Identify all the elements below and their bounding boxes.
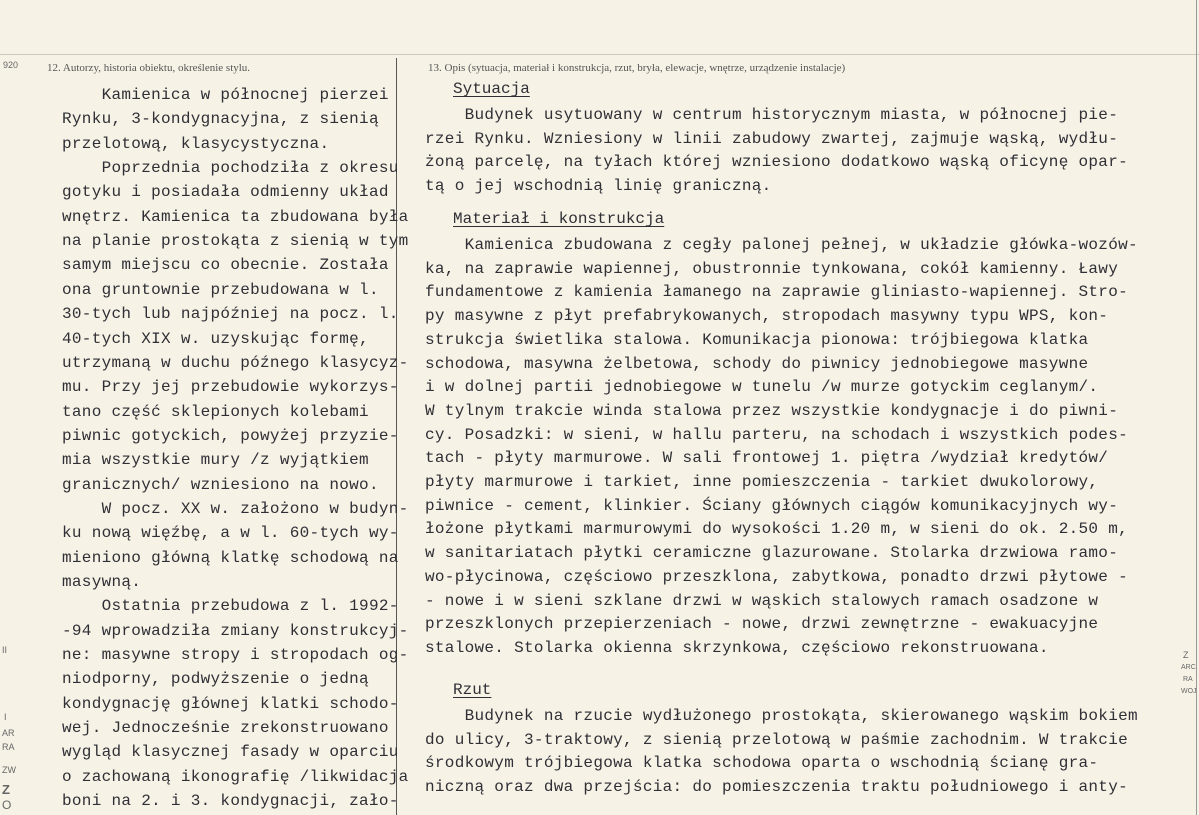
left-text-line: wnętrz. Kamienica ta zbudowana była xyxy=(62,207,409,226)
left-text-line: W pocz. XX w. założono w budyn- xyxy=(62,499,409,518)
left-text-line: przelotową, klasycystyczna. xyxy=(62,134,330,153)
right-text-line: strukcja świetlika stalowa. Komunikacja pionowa: trójbiegowa klatka xyxy=(425,330,1089,349)
left-text-line: ku nową więźbę, a w l. 60-tych wy- xyxy=(62,524,399,543)
right-text-line: fundamentowe z kamienia łamanego na zaprawie gliniasto-wapiennej. Stro- xyxy=(425,283,1129,302)
right-text-line: środkowym trójbiegowa klatka schodowa oparta o wschodnią ścianę gra- xyxy=(425,754,1099,773)
right-text-line: przeszklonych przepierzeniach - nowe, drzwi zewnętrzne - ewakuacyjne xyxy=(425,615,1099,634)
left-text-line: gotyku i posiadała odmienny układ xyxy=(62,183,389,202)
left-text-line: Ostatnia przebudowa z l. 1992- xyxy=(62,597,399,616)
left-text-line: mu. Przy jej przebudowie wykorzys- xyxy=(62,378,399,397)
left-text-line: piwnic gotyckich, powyżej przyzie- xyxy=(62,426,399,445)
right-margin-mark: WOJ xyxy=(1181,688,1197,695)
right-text-line: Kamienica zbudowana z cegły palonej pełnej, w układzie główka-wozów- xyxy=(425,236,1138,254)
left-text-line: mia wszystkie mury /z wyjątkiem xyxy=(62,451,369,470)
left-text-line: ona gruntownie przebudowana w l. xyxy=(62,280,379,299)
right-text-line: W tylnym trakcie winda stalowa przez wszystkie kondygnacje i do piwni- xyxy=(425,401,1119,420)
right-text-line: i w dolnej partii jednobiegowe w tunelu /w murze gotyckim ceglanym/. xyxy=(425,378,1099,397)
right-text-line: niczną oraz dwa przejścia: do pomieszczenia traktu południowego i anty- xyxy=(425,778,1129,797)
right-margin-mark: RA xyxy=(1183,676,1193,683)
right-text-line: płyty marmurowe i tarkiet, inne pomieszczenia - tarkiet dwukolorowy, xyxy=(425,473,1099,491)
section-heading: Sytuacja xyxy=(453,80,530,98)
left-text-line: na planie prostokąta z sienią w tym xyxy=(62,232,409,251)
right-text-line: py masywne z płyt prefabrykowanych, stropodach masywny typu WPS, kon- xyxy=(425,307,1109,326)
left-text-line: granicznych/ wzniesiono na nowo. xyxy=(62,475,379,494)
right-text-line: - nowe i w sieni szklane drzwi w wąskich stalowych ramach osadzone w xyxy=(425,591,1099,610)
right-text-line: Budynek na rzucie wydłużonego prostokąta, skierowanego wąskim bokiem xyxy=(425,707,1138,725)
section-heading: Materiał i konstrukcja xyxy=(453,210,665,228)
left-text-line: Poprzednia pochodziła z okresu xyxy=(62,159,399,178)
margin-mark: Z xyxy=(2,782,10,797)
section-heading: Rzut xyxy=(453,681,492,699)
left-text-line: 40-tych XIX w. uzyskując formę, xyxy=(62,329,369,348)
left-text-line: o zachowaną ikonografię /likwidacja xyxy=(62,767,409,786)
right-section-header: 13. Opis (sytuacja, materiał i konstrukcja, rzut, bryła, elewacje, wnętrze, urządzenie instalacje) xyxy=(428,62,846,74)
left-text-line: wej. Jednocześnie zrekonstruowano xyxy=(62,719,389,738)
right-text-line: w sanitariatach płytki ceramiczne glazurowane. Stolarka drzwiowa ramo- xyxy=(425,544,1119,563)
margin-mark: O xyxy=(2,798,12,812)
left-text-line: -94 wprowadziła zmiany konstrukcyj- xyxy=(62,621,409,640)
right-text-line: do ulicy, 3-traktowy, z sienią przelotową w paśmie zachodnim. W trakcie xyxy=(425,730,1129,749)
left-text-line: niodporny, podwyższenie o jedną xyxy=(62,670,369,689)
left-section-header: 12. Autorzy, historia obiektu, określenie stylu. xyxy=(47,62,251,74)
right-text-line: ka, na zaprawie wapiennej, obustronnie tynkowana, cokół kamienny. Ławy xyxy=(425,259,1119,278)
left-text-line: samym miejscu co obecnie. Została xyxy=(62,256,389,275)
corner-code: 920 xyxy=(3,60,19,70)
left-text-line: mieniono główną klatkę schodową na xyxy=(62,548,399,567)
margin-mark: AR xyxy=(2,728,15,738)
margin-mark: ZW xyxy=(2,765,16,775)
right-margin-mark: Z xyxy=(1183,650,1189,660)
right-text-line: stalowe. Stolarka okienna skrzynkowa, częściowo rekonstruowana. xyxy=(425,638,1049,657)
right-text-line: cy. Posadzki: w sieni, w hallu parteru, na schodach i wszystkich podes- xyxy=(425,425,1129,444)
right-text-line: Budynek usytuowany w centrum historycznym miasta, w północnej pie- xyxy=(425,106,1119,124)
right-text-line: łożone płytkami marmurowymi do wysokości 1.20 m, w sieni do ok. 2.50 m, xyxy=(425,520,1129,539)
right-text-line: piwnice - cement, klinkier. Ściany głównych ciągów komunikacyjnych wy- xyxy=(425,496,1119,515)
left-text-line: tano część sklepionych kolebami xyxy=(62,402,369,421)
right-text-line: schodowa, masywna żelbetowa, schody do piwnicy jednobiegowe masywne xyxy=(425,354,1089,373)
left-text-line: Rynku, 3-kondygnacyjna, z sienią xyxy=(62,110,379,129)
left-text-line: 30-tych lub najpóźniej na pocz. l. xyxy=(62,305,399,324)
right-text-line: wo-płycinowa, częściowo przeszklona, zabytkowa, ponadto drzwi płytowe - xyxy=(425,567,1129,586)
left-text-line: masywną. xyxy=(62,573,142,591)
right-margin-mark: ARC xyxy=(1181,664,1196,671)
left-text-line: ne: masywne stropy i stropodach og- xyxy=(62,646,409,665)
right-text-line: tą o jej wschodnią linię graniczną. xyxy=(425,177,772,196)
margin-mark: I xyxy=(4,712,7,722)
margin-mark: RA xyxy=(2,742,15,752)
top-rule xyxy=(0,54,1199,55)
left-text-line: utrzymaną w duchu późnego klasycyz- xyxy=(62,353,409,372)
left-text-line: boni na 2. i 3. kondygnacji, zało- xyxy=(62,792,399,811)
left-text-line: Kamienica w północnej pierzei xyxy=(62,86,389,104)
right-text-line: żoną parcelę, na tyłach której wzniesiono dodatkowo wąską oficynę opar- xyxy=(425,153,1129,172)
left-text-line: kondygnację głównej klatki schodo- xyxy=(62,694,399,713)
left-text-line: wygląd klasycznej fasady w oparciu xyxy=(62,743,399,762)
right-text-line: tach - płyty marmurowe. W sali frontowej 1. piętra /wydział kredytów/ xyxy=(425,449,1109,468)
margin-mark: II xyxy=(2,645,8,655)
right-text-line: rzei Rynku. Wzniesiony w linii zabudowy zwartej, zajmuje wąską, wydłu- xyxy=(425,129,1119,148)
